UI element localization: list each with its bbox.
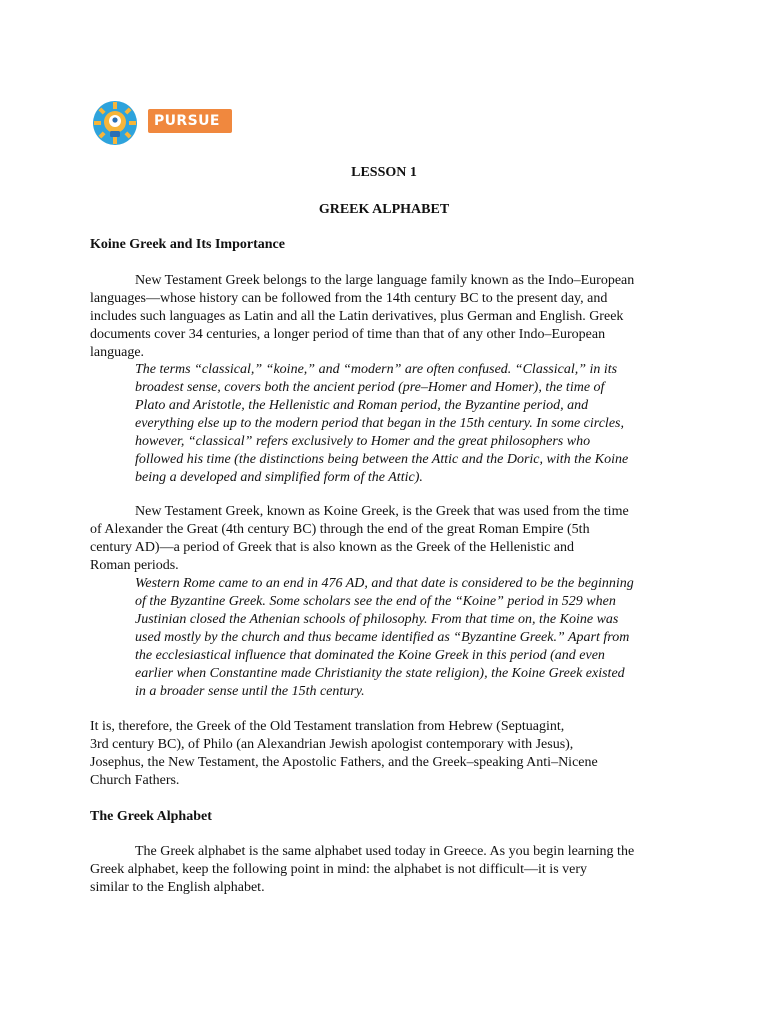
quote-line: used mostly by the church and thus became identified as “Byzantine Greek.” Apart from — [135, 630, 630, 645]
paragraph-line: The Greek alphabet is the same alphabet used today in Greece. As you begin learning the — [135, 844, 635, 859]
quote-line: in a broader sense until the 15th century. — [135, 684, 365, 699]
paragraph-line: New Testament Greek belongs to the large language family known as the Indo–European — [135, 273, 635, 288]
quote-line: of the Byzantine Greek. Some scholars see the end of the “Koine” period in 529 when — [135, 594, 616, 609]
paragraph-koine-period — [90, 503, 680, 575]
chapter-title: GREEK ALPHABET — [318, 202, 450, 217]
lightbulb-gear-icon — [92, 100, 138, 146]
quote-line: earlier when Constantine made Christianity the state religion), the Koine Greek existed — [135, 666, 625, 681]
quote-classical-koine-modern — [135, 361, 680, 487]
paragraph-line: Roman periods. — [90, 558, 179, 573]
paragraph-line: Greek alphabet, keep the following point in mind: the alphabet is not difficult—it is very — [90, 862, 588, 877]
quote-line: followed his time (the distinctions being between the Attic and the Doric, with the Koine — [135, 452, 629, 467]
pursue-logo — [92, 100, 234, 146]
quote-byzantine-greek — [135, 575, 680, 701]
paragraph-line: It is, therefore, the Greek of the Old Testament translation from Hebrew (Septuagint, — [90, 719, 565, 734]
paragraph-septuagint — [90, 718, 680, 790]
lesson-title: LESSON 1 — [351, 165, 417, 180]
quote-line: The terms “classical,” “koine,” and “modern” are often confused. “Classical,” in its — [135, 362, 618, 377]
quote-line: the ecclesiastical influence that dominated the Koine Greek in this period (and even — [135, 648, 605, 663]
section-heading-greek-alphabet: The Greek Alphabet — [90, 809, 212, 824]
quote-line: broadest sense, covers both the ancient period (pre–Homer and Homer), the time of — [135, 380, 605, 395]
paragraph-line: documents cover 34 centuries, a longer period of time than that of any other Indo–European — [90, 327, 606, 342]
paragraph-alphabet-intro — [90, 843, 680, 897]
quote-line: being a developed and simplified form of the Attic). — [135, 470, 423, 485]
paragraph-indo-european — [90, 272, 680, 362]
paragraph-line: century AD)—a period of Greek that is also known as the Greek of the Hellenistic and — [90, 540, 575, 555]
quote-line: however, “classical” refers exclusively to Homer and the great philosophers who — [135, 434, 591, 449]
paragraph-line: Josephus, the New Testament, the Apostolic Fathers, and the Greek–speaking Anti–Nicene — [90, 755, 598, 770]
quote-line: Western Rome came to an end in 476 AD, and that date is considered to be the beginning — [135, 576, 634, 591]
paragraph-line: languages—whose history can be followed from the 14th century BC to the present day, and — [90, 291, 608, 306]
paragraph-line: 3rd century BC), of Philo (an Alexandrian Jewish apologist contemporary with Jesus), — [90, 737, 574, 752]
paragraph-line: language. — [90, 345, 145, 360]
paragraph-line: includes such languages as Latin and all the Latin derivatives, plus German and English. Greek — [90, 309, 624, 324]
logo-word: PURSUE — [154, 113, 220, 129]
section-heading-koine: Koine Greek and Its Importance — [90, 237, 285, 252]
paragraph-line: Church Fathers. — [90, 773, 180, 788]
quote-line: Justinian closed the Athenian schools of philosophy. From that time on, the Koine was — [135, 612, 619, 627]
paragraph-line: of Alexander the Great (4th century BC) through the end of the great Roman Empire (5th — [90, 522, 590, 537]
quote-line: everything else up to the modern period that began in the 15th century. In some circles, — [135, 416, 624, 431]
paragraph-line: New Testament Greek, known as Koine Greek, is the Greek that was used from the time — [135, 504, 629, 519]
paragraph-line: similar to the English alphabet. — [90, 880, 265, 895]
quote-line: Plato and Aristotle, the Hellenistic and Roman period, the Byzantine period, and — [135, 398, 589, 413]
